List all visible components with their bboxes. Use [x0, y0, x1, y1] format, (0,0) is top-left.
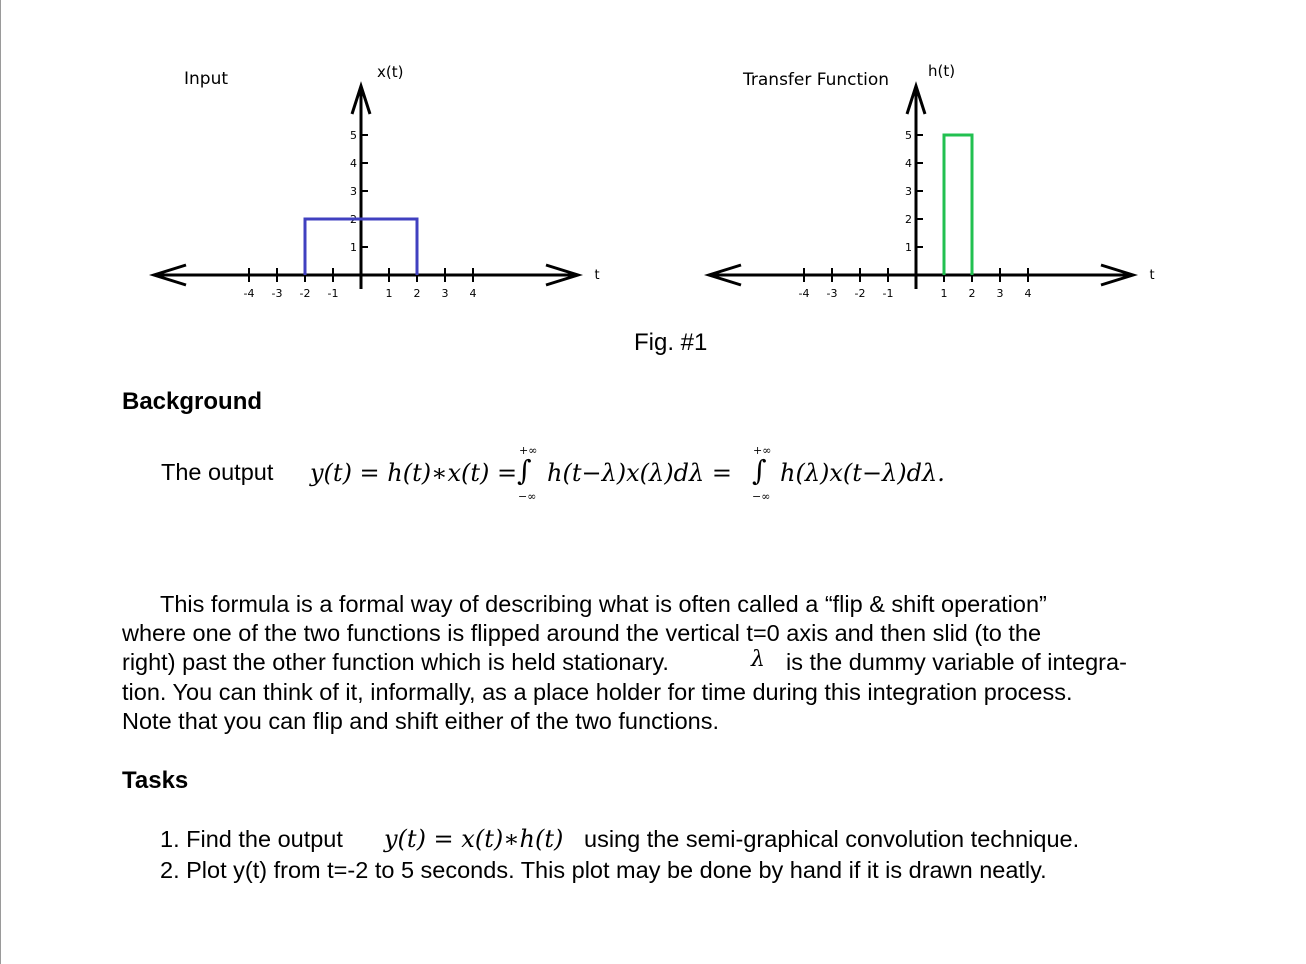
figure-caption: Fig. #1 — [634, 329, 708, 356]
transfer-plot-axis-variable-label: t — [1149, 268, 1155, 283]
input-plot-x-tick-label: 2 — [413, 287, 421, 300]
integral1-sign: ∫ — [517, 454, 532, 487]
input-plot-x-tick-label: 1 — [385, 287, 393, 300]
transfer-plot-x-tick-label: 1 — [940, 287, 948, 300]
task-2: 2. Plot y(t) from t=-2 to 5 seconds. This plot may be done by hand if it is drawn neatly. — [160, 857, 1047, 883]
page-left-border — [0, 0, 1, 964]
transfer-plot-y-tick-label: 4 — [905, 157, 912, 170]
transfer-plot-x-tick-label: 4 — [1024, 287, 1032, 300]
paragraph-line-5: Note that you can flip and shift either of the two functions. — [122, 708, 719, 734]
input-plot-y-tick-label: 3 — [350, 185, 357, 198]
tasks-heading: Tasks — [122, 767, 189, 794]
input-plot — [140, 80, 610, 310]
input-plot-x-tick-label: 4 — [469, 287, 477, 300]
transfer-plot-y-tick-label: 1 — [905, 241, 912, 254]
paragraph-line-4: tion. You can think of it, informally, as a place holder for time during this integration process. — [122, 679, 1073, 705]
background-heading: Background — [122, 388, 263, 415]
transfer-plot-pulse — [944, 135, 972, 275]
paragraph-line-3b: is the dummy variable of integra- — [786, 649, 1127, 675]
integral2-sign: ∫ — [752, 454, 767, 487]
input-plot-axis-variable-label: t — [594, 268, 600, 283]
transfer-plot-x-tick-label: -2 — [854, 287, 866, 300]
convolution-eq-part2: h(t−λ)x(λ)dλ = — [547, 459, 732, 487]
task-1-equation: y(t) = x(t)∗h(t) — [384, 825, 564, 853]
input-plot-x-tick-label: -4 — [243, 287, 255, 300]
convolution-eq-part3: h(λ)x(t−λ)dλ. — [780, 459, 945, 487]
input-plot-y-tick-label: 4 — [350, 157, 357, 170]
input-plot-x-tick-label: -3 — [271, 287, 283, 300]
input-plot-x-tick-label: -1 — [327, 287, 339, 300]
task-1-suffix: using the semi-graphical convolution technique. — [584, 826, 1080, 852]
input-plot-y-tick-label: 2 — [350, 213, 357, 226]
input-plot-x-tick-label: 3 — [441, 287, 449, 300]
integral1-lower-limit: −∞ — [518, 490, 537, 503]
transfer-plot-title: Transfer Function — [743, 70, 890, 90]
transfer-plot-x-tick-label: 3 — [996, 287, 1004, 300]
paragraph-line-3a: right) past the other function which is held stationary. — [122, 649, 669, 675]
transfer-plot-y-tick-label: 2 — [905, 213, 912, 226]
paragraph-line-2: where one of the two functions is flipped around the vertical t=0 axis and then slid (to the — [122, 620, 1042, 646]
input-plot-y-tick-label: 1 — [350, 241, 357, 254]
transfer-plot — [695, 80, 1165, 310]
task-1-prefix: 1. Find the output — [160, 826, 343, 852]
transfer-plot-x-tick-label: -4 — [798, 287, 810, 300]
transfer-plot-x-tick-label: -1 — [882, 287, 894, 300]
lambda-symbol: λ — [751, 647, 765, 672]
integral1-upper-limit: +∞ — [519, 444, 538, 457]
convolution-eq-part1: y(t) = h(t)∗x(t) = — [310, 459, 518, 487]
integral2-upper-limit: +∞ — [753, 444, 772, 457]
input-function-label: x(t) — [377, 63, 404, 81]
input-plot-x-tick-label: -2 — [299, 287, 311, 300]
transfer-plot-x-tick-label: 2 — [968, 287, 976, 300]
integral2-lower-limit: −∞ — [752, 490, 771, 503]
output-intro: The output — [161, 459, 274, 485]
paragraph-line-1: This formula is a formal way of describing what is often called a “flip & shift operation” — [160, 591, 1047, 617]
input-plot-title: Input — [184, 69, 229, 89]
input-plot-y-tick-label: 5 — [350, 129, 357, 142]
transfer-function-label: h(t) — [928, 62, 956, 80]
transfer-plot-x-tick-label: -3 — [826, 287, 838, 300]
transfer-plot-y-tick-label: 5 — [905, 129, 912, 142]
transfer-plot-y-tick-label: 3 — [905, 185, 912, 198]
